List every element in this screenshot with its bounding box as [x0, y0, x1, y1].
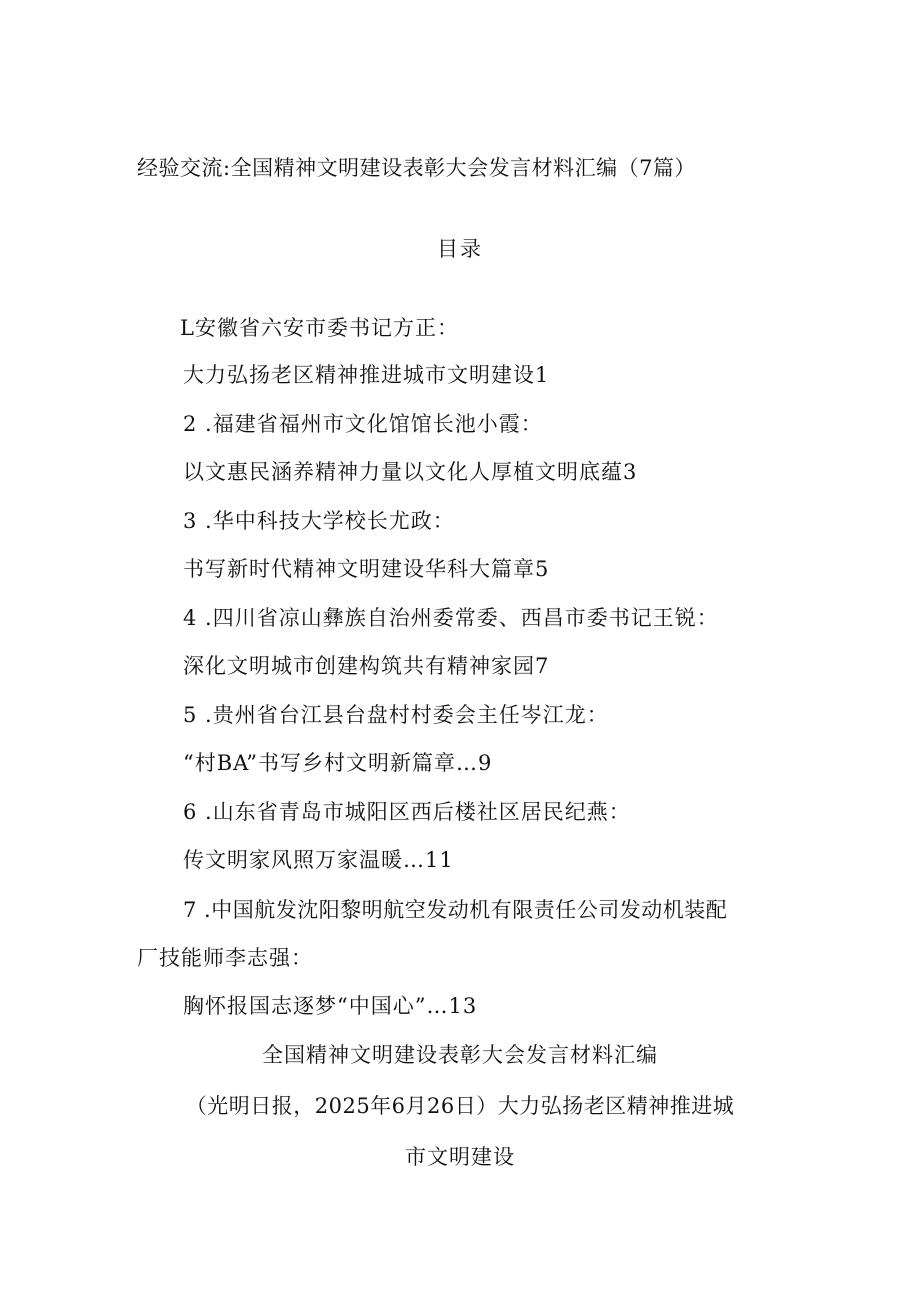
- toc-item-6-heading: 6 .山东省青岛市城阳区西后楼社区居民纪燕：: [183, 800, 631, 824]
- toc-item-5-title: “村BA”书写乡村文明新篇章…9: [183, 751, 493, 775]
- source-line: （光明日报，2025年6月26日）大力弘扬老区精神推进城: [185, 1094, 735, 1118]
- toc-heading: 目录: [437, 237, 483, 261]
- toc-item-1-title: 大力弘扬老区精神推进城市文明建设1: [183, 363, 550, 387]
- toc-item-2-heading: 2 .福建省福州市文化馆馆长池小霞：: [183, 412, 543, 436]
- source-line-cont: 市文明建设: [405, 1145, 515, 1169]
- toc-item-2-title: 以文惠民涵养精神力量以文化人厚植文明底蕴3: [183, 460, 638, 484]
- toc-item-7-heading-cont: 厂技能师李志强：: [137, 946, 313, 970]
- toc-item-6-title: 传文明家风照万家温暖…11: [183, 848, 454, 872]
- toc-item-7-title: 胸怀报国志逐梦“中国心”…13: [183, 994, 478, 1018]
- toc-item-3-title: 书写新时代精神文明建设华科大篇章5: [183, 557, 550, 581]
- toc-item-4-heading: 4 .四川省凉山彝族自治州委常委、西昌市委书记王锐：: [183, 606, 719, 630]
- document-title: 经验交流:全国精神文明建设表彰大会发言材料汇编（7篇）: [137, 156, 696, 180]
- toc-item-4-title: 深化文明城市创建构筑共有精神家园7: [183, 654, 550, 678]
- section-title: 全国精神文明建设表彰大会发言材料汇编: [262, 1043, 658, 1067]
- toc-item-7-heading: 7 .中国航发沈阳黎明航空发动机有限责任公司发动机装配: [183, 898, 728, 922]
- toc-item-3-heading: 3 .华中科技大学校长尤政：: [183, 509, 455, 533]
- toc-item-5-heading: 5 .贵州省台江县台盘村村委会主任岑江龙：: [183, 703, 609, 727]
- toc-item-1-heading: L安徽省六安市委书记方正：: [180, 316, 459, 340]
